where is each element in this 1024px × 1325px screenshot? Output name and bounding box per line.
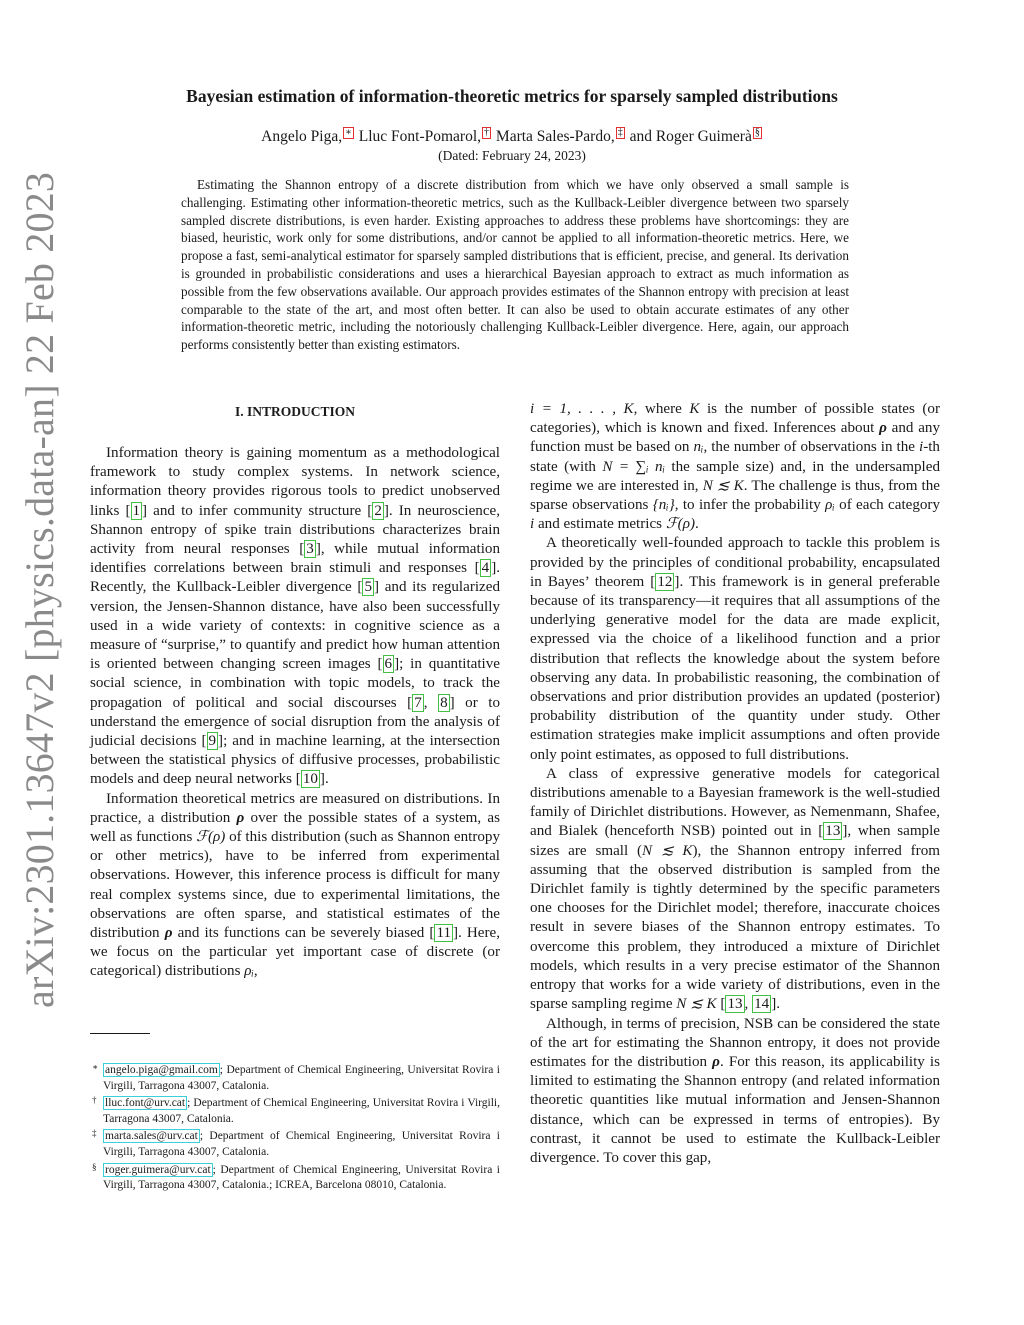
text-run: Information theoretical metrics are measured on distributions. In practice, a distribution: [90, 790, 500, 826]
citation-link[interactable]: 9: [208, 733, 217, 750]
citation-link[interactable]: 10: [302, 771, 318, 788]
text-run: over the possible states of a system, as well as functions: [90, 809, 500, 846]
paragraph: [530, 400, 940, 534]
text-run: . For this reason, its applicability is limited to estimating the Shannon entropy (and related information theoretic quantities like mutual information and Jensen-Shannon distance, which can be expressed in terms of entropies). By contrast, it cannot be used to estimate the Kullback-Leibler divergence. To cover this gap,: [530, 1053, 940, 1166]
text-run: of each category: [834, 497, 941, 514]
math-symbol: i: [919, 439, 924, 456]
text-run: ] and to infer community structure [: [142, 502, 373, 519]
text-run: Although, in terms of precision, NSB can be considered the state of the art for estimating the Shannon entropy, it does not provide estimates for the distribution: [530, 1015, 940, 1070]
text-run: ]. Recently, the Kullback-Leibler divergence [: [90, 560, 500, 596]
citation-link[interactable]: 13: [825, 823, 841, 840]
text-run: ]; and in machine learning, at the intersection between the statistical physics of diffusive processes, probabilistic models and deep neural networks [: [90, 733, 501, 788]
math-symbol: N ≲ K: [676, 996, 717, 1013]
email-link[interactable]: lluc.font@urv.cat: [105, 1097, 186, 1110]
footnote-text: ; Department of Chemical Engineering, Universitat Rovira i Virgili, Tarragona 43007, Catalonia.; ICREA, Barcelona 08010, Catalonia.: [103, 1163, 500, 1192]
footnote-text: ; Department of Chemical Engineering, Universitat Rovira i Virgili, Tarragona 43007, Catalonia.: [103, 1064, 500, 1092]
math-symbol: ρᵢ: [244, 963, 254, 980]
math-symbol: N ≲ K: [642, 842, 693, 859]
paragraph: [90, 790, 500, 982]
text-run: .: [694, 516, 699, 533]
citation-link[interactable]: 12: [657, 573, 673, 590]
footnote-text: ; Department of Chemical Engineering, Universitat Rovira i Virgili, Tarragona 43007, Catalonia.: [103, 1130, 500, 1158]
left-column: [90, 400, 500, 982]
footnote-mark: ∗: [92, 1062, 99, 1072]
text-run: ] and its regularized version, the Jensen-Shannon distance, have also been successfully used in a wide variety of contexts: in cognitive science as a measure of “surprise,” to quantify and predict how human attention is oriented between changing screen images [: [90, 579, 500, 673]
math-symbol: nᵢ: [693, 439, 704, 456]
footnote-rule: [90, 1033, 150, 1034]
math-symbol: i = 1, . . . , K: [530, 401, 634, 417]
text-run: ,: [253, 963, 258, 980]
citation-link[interactable]: 3: [306, 541, 314, 558]
math-symbol: ℱ(ρ): [196, 829, 226, 846]
author-name: Lluc Font-Pomarol,: [354, 128, 482, 145]
abstract: Estimating the Shannon entropy of a discrete distribution from which we have only observed a small sample is challenging. Estimating other information-theoretic metrics, such as the Kullback-Leibler divergence between two sparsely sampled discrete distributions, is even harder. Existing approaches to address these problems have shortcomings: they are biased, heuristic, work only for some distributions, and/or cannot be applied to all information-theoretic metrics. Here, we propose a fast, semi-analytical estimator for sparsely sampled distributions that is efficient, precise, and general. Its derivation is grounded in probabilistic considerations and uses a hierarchical Bayesian approach to extract as much information as possible from the few observations available. Our approach provides estimates of the Shannon entropy with precision at least comparable to the state of the art, and most often better. It can also be used to obtain accurate estimates of any other information-theoretic metric, including the notoriously challenging Kullback-Leibler divergence. Here, again, our approach performs consistently better than existing estimators.: [181, 177, 849, 353]
math-symbol: ρᵢ: [825, 497, 835, 514]
text-run: ]. Here, we focus on the particular yet important case of discrete (or categorical) distributions: [90, 925, 500, 980]
text-run: Information theory is gaining momentum as a methodological framework to study complex systems. In network science, information theory provides rigorous tools to predict unobserved links [: [90, 445, 500, 519]
math-symbol: {nᵢ}: [652, 497, 675, 514]
paragraph: [530, 1015, 940, 1169]
math-symbol: ρ: [236, 809, 245, 826]
author-list: [0, 127, 1024, 146]
footnote-mark: ‡: [92, 1128, 97, 1139]
math-symbol: ℱ(ρ): [665, 516, 695, 533]
text-run: ]. This framework is in general preferable because of its transparency—it requires that all assumptions of the underlying generative model for the data are made explicit, expressed via the choice of a likelihood function and a prior distribution that reflects the knowledge about the system before observing any data. In probabilistic reasoning, the combination of observations and prior distribution provides an updated (posterior) probability distribution of the quantity under study. Other estimation strategies make implicit assumptions and often provide only point estimates, as opposed to full distributions.: [530, 573, 940, 763]
text-run: . The challenge is thus, from the sparse observations: [530, 477, 940, 514]
math-symbol: ρ: [879, 420, 887, 437]
email-link[interactable]: angelo.piga@gmail.com: [105, 1064, 218, 1076]
text-run: and estimate metrics: [534, 516, 666, 533]
author-name: Marta Sales-Pardo,: [492, 128, 615, 145]
email-link[interactable]: marta.sales@urv.cat: [105, 1130, 198, 1143]
math-symbol: ρ: [164, 925, 173, 942]
footnote-mark: †: [92, 1095, 97, 1106]
email-link[interactable]: roger.guimera@urv.cat: [105, 1163, 211, 1176]
text-run: ,: [744, 996, 753, 1013]
text-run: , the number of observations in the: [703, 439, 919, 456]
citation-link[interactable]: 2: [374, 502, 382, 519]
text-run: ].: [319, 771, 329, 788]
text-run: and any function must be based on: [530, 420, 940, 456]
text-run: ]. In neuroscience, Shannon entropy of spike train distributions characterizes brain activity from neural responses [: [90, 502, 501, 558]
citation-link[interactable]: 1: [132, 502, 141, 519]
citation-link[interactable]: 6: [384, 656, 393, 673]
right-column: [530, 400, 940, 1168]
author-footnote-link[interactable]: †: [484, 127, 490, 138]
math-symbol: N = ∑ᵢ nᵢ: [602, 458, 665, 475]
citation-link[interactable]: 13: [727, 996, 743, 1013]
citation-link[interactable]: 5: [364, 579, 373, 596]
text-run: and its functions can be severely biased [: [172, 925, 435, 942]
text-run: -th state (with: [530, 439, 940, 475]
text-run: , to infer the probability: [674, 497, 826, 514]
footnote: [90, 1129, 500, 1160]
text-run: ], while mutual information identifies correlations between brain stimuli and responses [: [90, 541, 500, 577]
footnote: [90, 1163, 500, 1194]
author-name: Angelo Piga,: [261, 128, 343, 145]
footnotes: [90, 1063, 500, 1196]
text-run: ), the Shannon entropy inferred from assuming that the observed distribution is sampled from the Dirichlet family is tightly determined by the specific parameters one chooses for the Dirichlet model; therefore, inaccurate choices result in severe biases of the Shannon entropy estimates. To overcome this problem, they introduced a mixture of Dirichlet models, which results in a very precise estimator of the Shannon entropy that works for a wide variety of distributions, even in the sparse sampling regime: [530, 842, 940, 1013]
math-symbol: N ≲ K: [702, 477, 744, 494]
author-footnote-link[interactable]: ‡: [617, 127, 623, 138]
paragraph: [530, 765, 940, 1015]
footnote-mark: §: [92, 1161, 97, 1172]
text-run: is the number of possible states (or categories), which is known and fixed. Inferences about: [530, 401, 940, 437]
footnote-text: ; Department of Chemical Engineering, Universitat Rovira i Virgili, Tarragona 43007, Catalonia.: [103, 1097, 500, 1125]
footnote: [90, 1096, 500, 1127]
math-symbol: K: [689, 401, 700, 417]
text-run: A theoretically well-founded approach to tackle this problem is provided by the principles of conditional probability, encapsulated in Bayes’ theorem [: [530, 535, 940, 590]
text-run: A class of expressive generative models for categorical distributions amenable to a Bayesian framework is the well-studied family of Dirichlet distributions. However, as Nemenmann, Shafee, and Bialek (henceforth NSB) pointed out in [: [530, 765, 940, 840]
paragraph: [530, 534, 940, 764]
text-run: ]; in quantitative social science, in combination with topic models, to track the propagation of political and social discourses [: [90, 656, 500, 711]
paper-title: Bayesian estimation of information-theoretic metrics for sparsely sampled distributions: [186, 86, 838, 106]
citation-link[interactable]: 7: [414, 694, 422, 711]
text-run: ] or to understand the emergence of social disruption from the analysis of judicial decisions [: [90, 694, 501, 750]
text-run: [: [716, 996, 726, 1013]
text-run: ].: [771, 996, 780, 1013]
footnote: [90, 1063, 500, 1094]
math-symbol: i: [530, 516, 535, 533]
citation-link[interactable]: 8: [440, 694, 448, 711]
citation-link[interactable]: 14: [754, 996, 770, 1013]
author-footnote-link[interactable]: ∗: [345, 127, 352, 138]
citation-link[interactable]: 11: [436, 925, 452, 942]
citation-link[interactable]: 4: [481, 560, 490, 577]
arxiv-identifier-stamp: arXiv:2301.13647v2 [physics.data-an] 22 Feb 2023: [17, 171, 62, 1008]
math-symbol: ρ: [712, 1053, 720, 1070]
author-name: and Roger Guimerà: [625, 128, 752, 145]
text-run: of this distribution (such as Shannon entropy or other metrics), have to be inferred from experimental observations. However, this inference process is difficult for many real complex systems since, due to experimental limitations, the observations are often sparse, and statistical estimates of the distribution: [90, 829, 500, 942]
text-run: , where: [633, 401, 690, 417]
section-heading: I. INTRODUCTION: [234, 404, 356, 419]
text-run: ], when sample sizes are small (: [530, 823, 940, 859]
paragraph: [90, 444, 500, 790]
date-line: (Dated: February 24, 2023): [438, 148, 586, 163]
text-run: ,: [423, 694, 439, 711]
text-run: the sample size) and, in the undersampled regime we are interested in,: [530, 458, 940, 494]
author-footnote-link[interactable]: §: [754, 127, 760, 138]
